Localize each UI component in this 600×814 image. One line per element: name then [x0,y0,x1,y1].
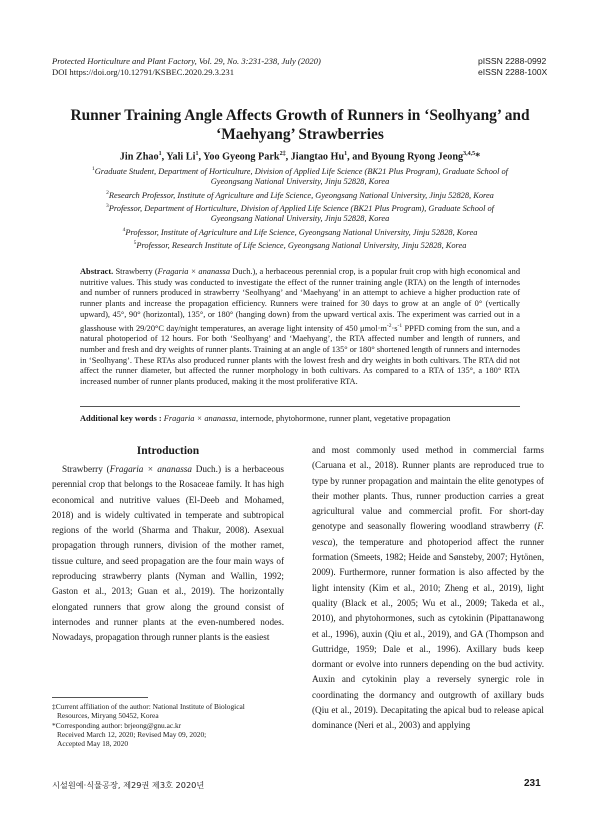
eissn: eISSN 2288-100X [478,67,548,77]
body-text: ), the temperature and photoperiod affect the runner formation (Smeets, 1982; Heide and Sønsteby, 2007; Hytönen, 2009). Furthermore, runner formation is also affected by the light intensity (Kim et al., 2010; Zheng et al., 2019), light quality (Black et al., 2005; Wu et al., 2009; Takeda et al., 2010), and phytohormones, such as cytokinin (Pipattanawong et al., 1996), auxin (Qiu et al., 2019), and GA (Thompson and Guttridge, 1959; Dale et al., 1996). Axillary buds keep dormant or evolve into runners depending on the bud activity. Auxin and cytokinin play a reversely synergic role in coordinating the dormancy and outgrowth of axillary buds (Qiu et al., 2019). Decapitating the apical bud to release apical dominance (Neri et al., 2003) and applying [312,536,544,731]
affil-number: 3 [105,203,109,210]
footer-journal-korean: 시설원예·식물공장, 제29권 제3호 2020년 [52,780,205,790]
affil-text: Professor, Institute of Agriculture and Life Science, Gyeongsang National University, Jinju 52828, Korea [125,227,478,237]
affil-number: 2 [106,189,109,196]
issn-block [478,56,547,78]
corresponding-mark: * [475,151,481,163]
author-affil-mark: 2‡ [279,151,286,157]
abstract [80,267,520,388]
species-name: F. vesca [312,521,544,547]
author-name: Jin Zhao [119,151,159,163]
journal-citation: Protected Horticulture and Plant Factory, Vol. 29, No. 3:231-238, July (2020) [52,56,321,66]
keywords-label: Additional key words : [80,414,162,423]
pissn: pISSN 2288-0992 [478,56,547,66]
affiliations [56,164,544,251]
affil-text: Professor, Department of Horticulture, Division of Applied Life Science (BK21 Plus Program), Graduate School of [108,203,495,213]
affil-text: Gyeongsang National University, Jinju 52828, Korea [210,177,390,187]
footnotes [52,702,292,748]
author-affil-mark: 1 [158,151,162,157]
corresponding-author-email[interactable]: *Corresponding author: brjeong@gnu.ac.kr [52,720,182,730]
author-affil-mark: 1 [344,151,348,157]
abstract-text: Duch.), a herbaceous perennial crop, is a popular fruit crop with high economical and nutritive values. This study was conducted to investigate the effect of the runner training angle (RTA) on the length of internodes and number of runners produced in strawberry ‘Seolhyang’ and ‘Maehyang’ in an attempt to achieve a higher production rate of runner plants and increase the propagation efficiency. Runners were trained for 30 days to grow at an angle of 0° (vertically upward), 45°, 90° (horizontal), 135°, or 180° (hanging down) from the upward vertical axis. The experiment was carried out in a glasshouse with 29/20°C day/night temperatures, an average light intensity of 450 μmol·m [80,267,521,333]
paper-title [60,106,540,144]
affil-text: Gyeongsang National University, Jinju 52828, Korea [210,214,390,224]
footnote-mark: ‡ [52,702,56,711]
species-name: Fragaria × ananassa [163,414,236,423]
unit-exponent: -1 [397,322,403,329]
author-affil-mark: 1 [195,151,199,157]
body-column-right [312,443,544,734]
author-name: Jiangtao Hu [290,151,345,163]
author-affil-mark: 3,4,5 [463,151,476,157]
author-name: Yali Li [166,151,196,163]
species-name: Fragaria × ananassa [157,267,231,276]
species-name: Fragaria × ananassa [109,464,192,474]
paragraph [312,443,544,734]
received-revised-dates: Received March 12, 2020; Revised May 09, 2020; [57,729,207,739]
author-name: and Byoung Ryong Jeong [352,151,464,163]
section-divider [80,406,520,407]
author-list: Jin Zhao$^1$, Yali Li$^1$, Yoo Gyeong Park$^{2\ddagger}$, Jiangtao Hu$^1$, and Byoung Ryong Jeong$^{3,4,5}$* [119,151,481,163]
author-name: Yoo Gyeong Park [203,151,280,163]
affil-text: Graduate Student, Department of Horticulture, Division of Applied Life Science (BK21 Plus Program), Graduate School of [94,166,509,176]
abstract-text: ·s [391,323,398,333]
paragraph [52,462,284,646]
affil-text: Professor, Research Institute of Life Science, Gyeongsang National University, Jinju 52828, Korea [136,240,467,250]
footnote-divider [52,697,148,698]
abstract-label: Abstract. [80,267,114,276]
body-column-left [52,462,284,646]
abstract-text: PPFD coming from the sun, and a natural photoperiod of 12 hours. For both ‘Seolhyang’ and ‘Maehyang’, the RTA affected number and length of runners, and number and fresh and dry weights of runner plants. Training at an angle of 135° or 180° shortened length of runners and internodes in ‘Seolhyang’. These RTAs also produced runner plants with the lowest fresh and dry weights in both cultivars. The RTA did not affect the runner diameter, but affected the runner morphology in both cultivars. As compared to a RTA of 135°, a 180° RTA increased number of runner plants produced, making it the most proliferative RTA. [80,323,520,386]
unit-exponent: -2 [386,322,392,329]
affil-number: 5 [133,240,137,247]
section-heading-introduction: Introduction [136,445,200,457]
footnote-text: Resources, Miryang 50452, Korea [57,711,159,721]
accepted-date: Accepted May 18, 2020 [57,739,129,749]
affil-number: 4 [122,226,126,233]
journal-header [52,56,321,78]
doi-link[interactable]: DOI https://doi.org/10.12791/KSBEC.2020.29.3.231 [52,67,234,77]
abstract-text: Strawberry ( [115,267,158,276]
affil-text: Research Professor, Institute of Agriculture and Life Science, Gyeongsang National University, Jinju 52828, Korea [108,190,494,200]
footnote-text: Current affiliation of the author: National Institute of Biological [55,702,245,711]
affil-number: 1 [91,166,95,172]
page-number: 231 [524,778,541,789]
title-line-1: Runner Training Angle Affects Growth of Runners in ‘Seolhyang’ and [70,107,530,124]
body-text: Duch.) is a herbaceous perennial crop that belongs to the Rosaceae family. It has high economical and nutritive values (El-Deeb and Mohamed, 2018) and is widely cultivated in temperate and subtropical regions of the world (Sharma and Thakur, 2008). Asexual propagation through runners, division of the mother ramet, tissue culture, and seed propagation are the four main ways of reproducing strawberry plants (Nyman and Wallin, 1992; Gaston et al., 2013; Guan et al., 2019). The horizontally elongated runners that grow along the ground consist of internodes and runner plants at the even-numbered nodes. Nowadays, propagation through runner plants is the easiest [52,464,284,643]
keywords [80,413,520,424]
title-line-2: ‘Maehyang’ Strawberries [216,126,384,143]
body-text: and most commonly used method in commercial farms (Caruana et al., 2018). Runner plants are reproduced true to type by runner propagation and maintain the elite genotypes of their mother plants. Thus, runner production carries a great agricultural value and commercial profit. For short-day genotype and seasonally flowering woodland strawberry ( [312,445,544,532]
keywords-list: , internode, phytohormone, runner plant, vegetative propagation [235,414,451,423]
body-text: Strawberry ( [62,464,110,474]
